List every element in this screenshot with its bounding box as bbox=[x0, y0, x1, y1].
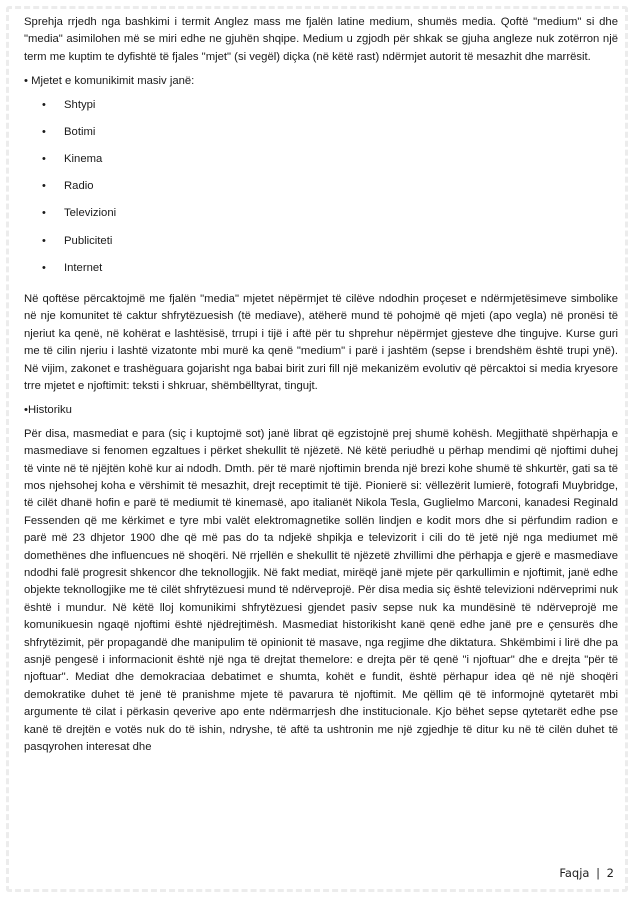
list-item: • Shtypi bbox=[24, 97, 618, 124]
media-definition-paragraph: Në qoftëse përcaktojmë me fjalën "media" mjetet nëpërmjet të cilëve ndodhin proçeset e ndërmjetësimeve simbolike në nje komunitet të caktur shfrytëzuesish (të mediave), atëherë mund të pohojmë që mjeti (apo vegla) në pronësi të njeriut ka qenë, në kohërat e lashtësisë, trrupi i tijë i aftë për tu shprehur nëpërmjet gjesteve dhe tingujve. Kurse guri me të cilin njeriu i lashtë vizatonte mbi murë ka qenë "medium" i parë i jashtëm (sepse i brendshëm është trupi ynë). Në vijim, zakonet e trashëguara gojarisht nga babai birit zuri fill një mekanizëm evolutiv që përcaktoi si media kryesore trre mjetet e njoftimit: teksti i shkruar, shëmbëlltyrat, tingujt. bbox=[24, 292, 618, 392]
page-footer bbox=[559, 866, 614, 880]
list-item: • Radio bbox=[24, 178, 618, 205]
document-body bbox=[24, 14, 618, 764]
history-paragraph: Për disa, masmediat e para (siç i kuptojmë sot) janë librat që egzistojnë prej shumë kohësh. Megjithatë shpërhapja e masmediave si fenomen egzaltues i përket shekullit të njëzetë. Në këtë periudhë u përhap mendimi që njoftimi duhej të vinte në të njëjtën kohë kur ai ndodh. Dmth. për të marë njoftimin brenda një brezi kohe shumë të shkurtër, gati sa të mos njehsohej koha e vërshimit të mesazhit, drejt receptimit të tijë. Pionierë si: vëllezërit lumierë, fotografi Muybridge, të cilët dhanë hofin e parë të mediumit të kinemasë, apo italianët Nikola Tesla, Guglielmo Marconi, kanadesi Reginald Fessenden që me kërkimet e tyre mbi valët elektromagnetike sollën lindjen e kodit mors dhe si përfundim radion e parë më 23 dhjetor 1900 dhe që më pas do ta ndjekë shpikja e televizorit i cili do të jetë një nga mediumet më domethënes dhe influencues në shoqëri. Në rrjellën e shekullit të njëzetë zhvillimi dhe përhapja e gjerë e masmediave ndodhi falë progresit shkencor dhe teknollogjik. Në fakt mediat, mirëqë janë mjete për qarkullimin e njoftimit, janë edhe objekte teknollogjike me të cilët shfrytëzuesi mund të ndërveprojë. Për disa media siç është televizioni ndërveprimi nuk është i mundur. Në këtë lloj komunikimi shfrytëzuesi gjendet pasiv sepse nuk ka mundësinë të ndërveprojë me komunikuesin ngaqë njoftimi është njëdrejtimësh. Masmediat historikisht kanë qenë edhe janë pre e çensurës dhe shfrytëzimit, për propagandë dhe manipulim të opinionit të masave, nga regjime dhe diktatura. Shkëmbimi i lirë dhe pa asnjë pengesë i informacionit është një nga të drejtat themelore: e drejta për të qenë "i njoftuar" dhe e drejta "për të njoftuar". Mediat dhe demokraciaa debatimet e shumta, kohët e fundit, është përhapur idea që në një shoqëri demokratike duhet të jenë të pranishme mjete të pavarura të njoftimit. Me qëllim që të informojnë qytetarët mbi argumente të cilat i përkasin qeverive apo ente ndërmarrjesh dhe institucionale. Kjo bëhet sepse qytetarët edhe pse kanë të drejtën e votës nuk do të ishin, ndryshe, të aftë ta ushtronin me një zgjedhje të ditur ku në të cilën duhet të pasqyrohen interesat dhe bbox=[24, 427, 618, 754]
list-item: • Botimi bbox=[24, 124, 618, 151]
page-number: 2 bbox=[606, 866, 614, 880]
list-item: • Internet bbox=[24, 260, 618, 287]
media-list bbox=[24, 97, 618, 287]
list-item: • Publiciteti bbox=[24, 233, 618, 260]
footer-separator: | bbox=[596, 866, 601, 880]
section-heading-historiku: •Historiku bbox=[24, 404, 72, 417]
footer-label: Faqja bbox=[559, 866, 590, 880]
list-heading: • Mjetet e komunikimit masiv janë: bbox=[24, 75, 195, 88]
list-item: • Televizioni bbox=[24, 205, 618, 232]
list-item: • Kinema bbox=[24, 151, 618, 178]
intro-paragraph: Sprehja rrjedh nga bashkimi i termit Anglez mass me fjalën latine medium, shumës media. Qoftë "medium" si dhe "media" asimilohen më se miri edhe ne gjuhën shqipe. Medium u zgjodh për shkak se gjuha angleze nuk zotërron një term me kuptim te dyfishtë të fjales "mjet" (si vegël) diçka (në këtë rast) ndërmjet autorit të mesazhit dhe marrësit. bbox=[24, 16, 618, 63]
